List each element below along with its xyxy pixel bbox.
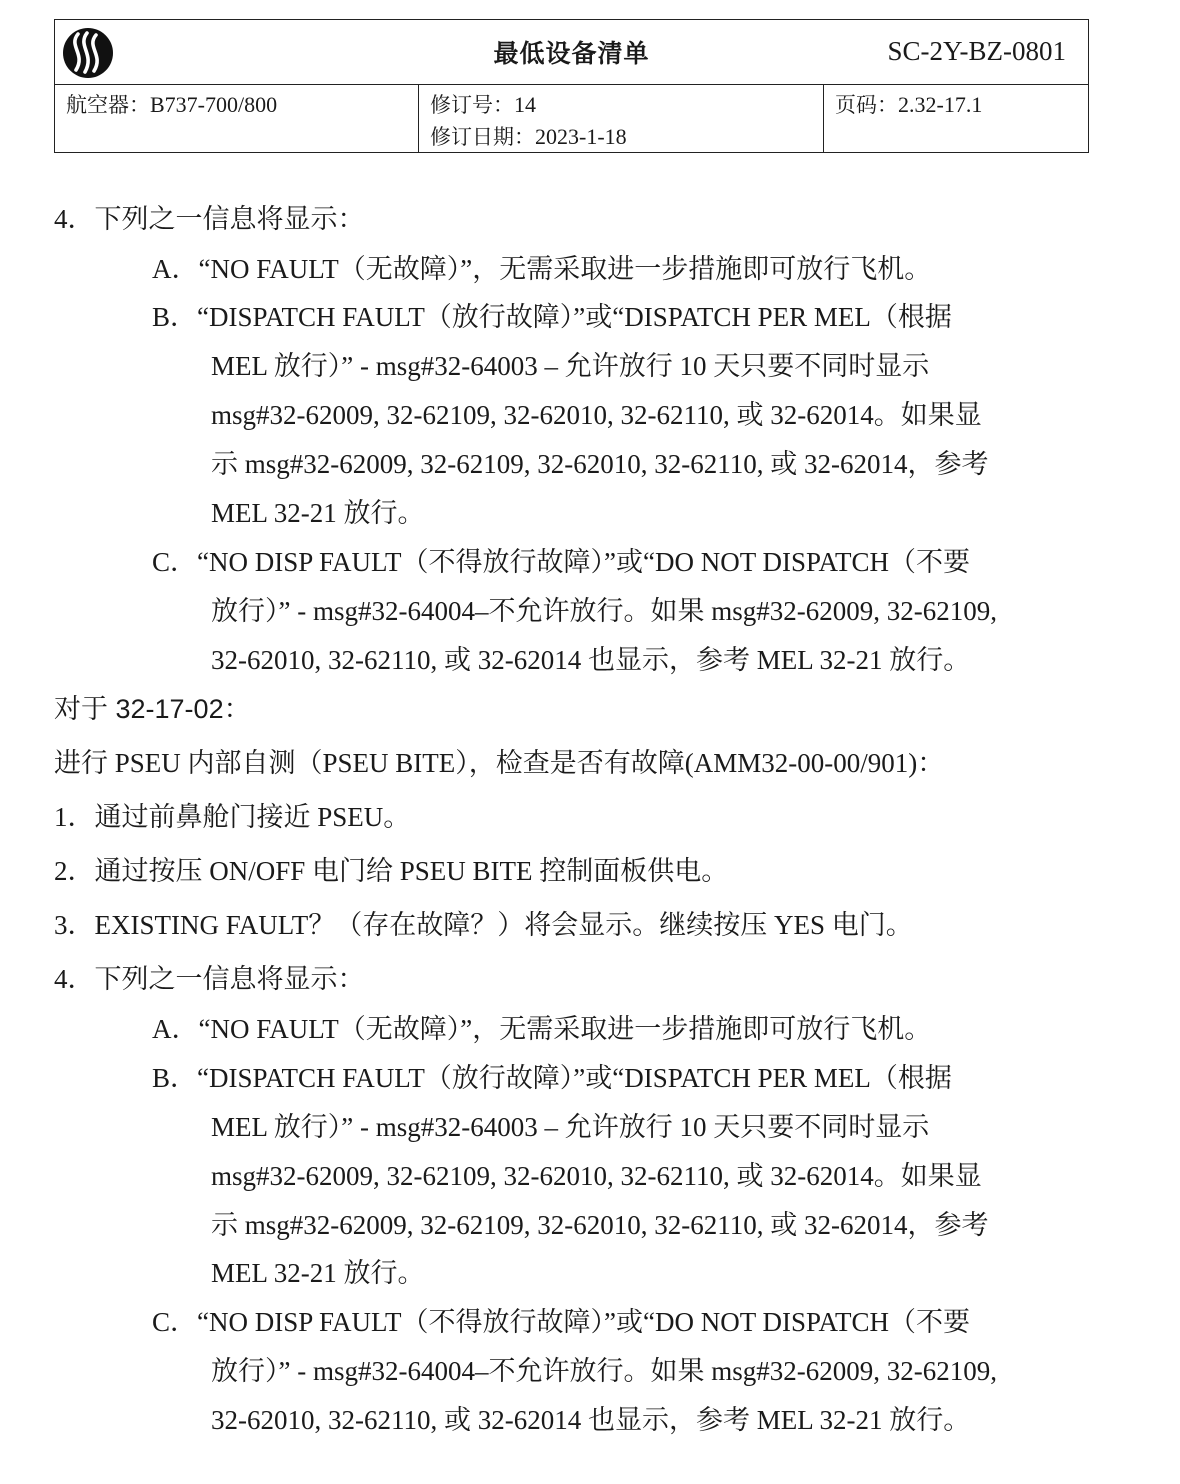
option-a-line: A．“NO FAULT（无故障）”，无需采取进一步措施即可放行飞机。 bbox=[152, 1014, 932, 1044]
option-b-line: MEL 放行）” - msg#32-64003 – 允许放行 10 天只要不同时显示 bbox=[211, 351, 930, 381]
document-header-table bbox=[54, 19, 1089, 153]
step-4-heading: 4．下列之一信息将显示： bbox=[54, 204, 365, 234]
revision-value: 14 bbox=[514, 92, 536, 117]
option-c-line: C．“NO DISP FAULT（不得放行故障）”或“DO NOT DISPATCH（不要 bbox=[152, 1307, 971, 1337]
aircraft-label: 航空器： bbox=[66, 93, 150, 117]
revision-date-label: 修订日期： bbox=[430, 125, 535, 149]
step-4-heading: 4．下列之一信息将显示： bbox=[54, 964, 365, 994]
section-heading: 对于 32-17-02： bbox=[54, 694, 251, 724]
header-info-row bbox=[55, 85, 1088, 152]
header-top-row bbox=[55, 20, 1088, 85]
document-title: 最低设备清单 bbox=[493, 39, 650, 68]
procedure-intro: 进行 PSEU 内部自测（PSEU BITE），检查是否有故障(AMM32-00-00/901)： bbox=[54, 748, 945, 778]
revision-cell bbox=[419, 85, 824, 152]
page-number-cell bbox=[824, 85, 1088, 152]
option-c-line: 放行）” - msg#32-64004–不允许放行。如果 msg#32-62009, 32-62109, bbox=[211, 1356, 997, 1386]
option-b-line: MEL 32-21 放行。 bbox=[211, 1258, 425, 1288]
step-3-line: 3．EXISTING FAULT？（存在故障？）将会显示。继续按压 YES 电门。 bbox=[54, 910, 913, 940]
option-c-line: 放行）” - msg#32-64004–不允许放行。如果 msg#32-62009, 32-62109, bbox=[211, 596, 997, 626]
option-c-line: C．“NO DISP FAULT（不得放行故障）”或“DO NOT DISPATCH（不要 bbox=[152, 547, 971, 577]
step-1-line: 1．通过前鼻舱门接近 PSEU。 bbox=[54, 802, 411, 832]
aircraft-cell bbox=[55, 85, 419, 152]
page-label: 页码： bbox=[835, 93, 898, 117]
option-b-line: MEL 放行）” - msg#32-64003 – 允许放行 10 天只要不同时显示 bbox=[211, 1112, 930, 1142]
option-a-line: A．“NO FAULT（无故障）”，无需采取进一步措施即可放行飞机。 bbox=[152, 254, 932, 284]
option-b-line: 示 msg#32-62009, 32-62109, 32-62010, 32-62110, 或 32-62014，参考 bbox=[211, 1210, 989, 1240]
document-number: SC-2Y-BZ-0801 bbox=[887, 36, 1066, 66]
option-b-line: B．“DISPATCH FAULT（放行故障）”或“DISPATCH PER MEL（根据 bbox=[152, 1063, 952, 1093]
option-b-line: 示 msg#32-62009, 32-62109, 32-62010, 32-62110, 或 32-62014，参考 bbox=[211, 449, 989, 479]
page-value: 2.32-17.1 bbox=[898, 92, 983, 117]
option-b-line: B．“DISPATCH FAULT（放行故障）”或“DISPATCH PER MEL（根据 bbox=[152, 302, 952, 332]
step-2-line: 2．通过按压 ON/OFF 电门给 PSEU BITE 控制面板供电。 bbox=[54, 856, 729, 886]
aircraft-value: B737-700/800 bbox=[150, 92, 278, 117]
revision-label: 修订号： bbox=[430, 93, 514, 117]
option-c-line: 32-62010, 32-62110, 或 32-62014 也显示，参考 MEL 32-21 放行。 bbox=[211, 1405, 971, 1435]
revision-date-value: 2023-1-18 bbox=[535, 124, 627, 149]
option-b-line: msg#32-62009, 32-62109, 32-62010, 32-62110, 或 32-62014。如果显 bbox=[211, 1161, 982, 1191]
option-b-line: MEL 32-21 放行。 bbox=[211, 498, 425, 528]
option-b-line: msg#32-62009, 32-62109, 32-62010, 32-62110, 或 32-62014。如果显 bbox=[211, 400, 982, 430]
option-c-line: 32-62010, 32-62110, 或 32-62014 也显示，参考 MEL 32-21 放行。 bbox=[211, 645, 971, 675]
